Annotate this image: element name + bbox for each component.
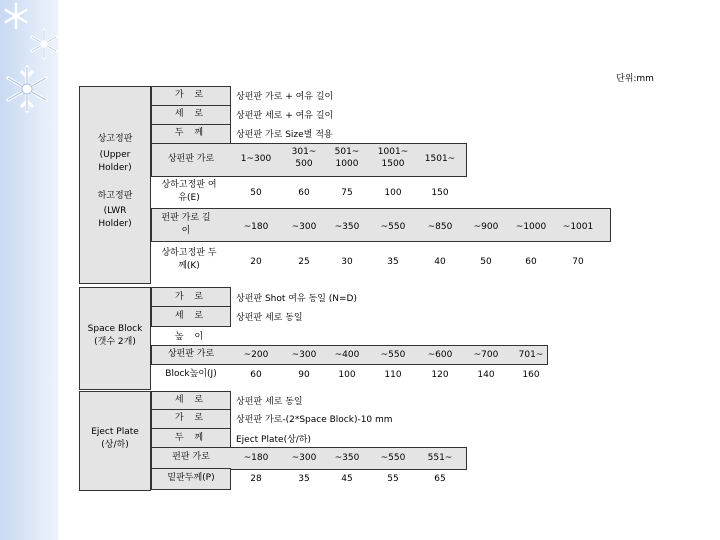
decorative-sidebar <box>0 0 58 540</box>
g1-punch-width-label: 상펀판 가로 <box>167 154 215 164</box>
g1-holder-thickness-cell: 25 <box>298 257 310 267</box>
g1-punch-width2-cell: ~850 <box>427 222 453 232</box>
eject-plate-label: Eject Plate (상/하) <box>91 427 139 450</box>
g1-margin-cell: 75 <box>341 188 353 198</box>
g2-block-height-cell: 140 <box>477 370 495 380</box>
upper-holder-en-label: (Upper Holder) <box>98 150 132 173</box>
g2-punch-width-cell: ~300 <box>291 350 317 360</box>
g3-punch-width-cell: ~180 <box>243 453 269 463</box>
g2-height-label: 높 이 <box>174 332 208 342</box>
g1-punch-width-cell: 301~ 500 <box>291 147 317 169</box>
lower-holder-label: 하고정판 <box>97 191 133 201</box>
snowflake-icon <box>2 2 30 30</box>
g2-block-height-label: Block높이(J) <box>165 369 217 379</box>
g3-punch-width-cell: 551~ <box>427 453 453 463</box>
g1-holder-thickness-cell: 35 <box>387 257 399 267</box>
g1-margin-cell: 60 <box>298 188 310 198</box>
g1-length-desc: 상펀판 세로 + 여유 길이 <box>236 111 334 121</box>
g3-bottom-thickness-label: 밑판두께(P) <box>167 473 215 483</box>
g1-thickness-label: 두 께 <box>174 128 208 138</box>
g2-punch-width-label: 상펀판 가로 <box>167 349 215 359</box>
g2-punch-width-cell: ~700 <box>473 350 499 360</box>
g3-bottom-thickness-cell: 28 <box>250 474 262 484</box>
g3-width-desc: 상펀판 가로-(2*Space Block)-10 mm <box>236 415 393 425</box>
g1-punch-width2-cell: ~1000 <box>515 222 547 232</box>
g1-punch-width-cell: 1001~ 1500 <box>377 147 409 169</box>
g1-punch-width2-cell: ~180 <box>243 222 269 232</box>
g3-punch-width-cell: ~350 <box>334 453 360 463</box>
g2-block-height-cell: 110 <box>384 370 402 380</box>
g1-punch-width-cell: 1501~ <box>424 154 456 164</box>
g1-holder-thickness-cell: 30 <box>341 257 353 267</box>
g1-margin-label: 상하고정판 여유(E) <box>161 180 217 203</box>
g2-length-desc: 상펀판 세로 동일 <box>236 313 303 323</box>
g1-punch-width2-cell: ~900 <box>473 222 499 232</box>
g3-punch-width-label: 펀판 가로 <box>172 452 210 462</box>
g1-punch-width2-cell: ~300 <box>291 222 317 232</box>
space-block-label: Space Block (갯수 2개) <box>87 324 143 347</box>
g1-margin-cell: 50 <box>250 188 262 198</box>
g1-holder-thickness-cell: 60 <box>525 257 537 267</box>
g2-punch-width-cell: ~550 <box>380 350 406 360</box>
snowflake-icon <box>2 64 52 114</box>
g1-holder-thickness-cell: 40 <box>434 257 446 267</box>
g1-holder-thickness-cell: 70 <box>572 257 584 267</box>
g2-block-height-cell: 160 <box>522 370 540 380</box>
g1-thickness-desc: 상펀판 가로 Size별 적용 <box>236 130 333 140</box>
g1-width-label: 가 로 <box>174 90 208 100</box>
g1-punch-width2-cell: ~350 <box>334 222 360 232</box>
g1-punch-width2-label: 펀판 가로 길이 <box>161 213 211 236</box>
g2-punch-width-cell: ~200 <box>243 350 269 360</box>
g3-punch-width-cell: ~300 <box>291 453 317 463</box>
g2-block-height-cell: 100 <box>338 370 356 380</box>
snowflake-icon <box>28 28 60 60</box>
g3-bottom-thickness-cell: 35 <box>298 474 310 484</box>
g3-thickness-desc: Eject Plate(상/하) <box>236 435 312 445</box>
g2-width-desc: 상펀판 Shot 여유 동일 (N=D) <box>236 294 357 304</box>
g1-punch-width2-cell: ~550 <box>380 222 406 232</box>
g2-block-height-cell: 60 <box>250 370 262 380</box>
g3-length-label: 세 로 <box>174 395 208 405</box>
g2-block-height-cell: 90 <box>298 370 310 380</box>
unit-label: 단위:mm <box>616 74 654 84</box>
g1-punch-width-cell: 501~ 1000 <box>334 147 360 169</box>
group1-label-box <box>79 86 151 284</box>
g3-bottom-thickness-cell: 65 <box>434 474 446 484</box>
upper-holder-label: 상고정판 <box>97 134 133 144</box>
g2-punch-width-cell: 701~ <box>518 350 544 360</box>
lower-holder-en-label: (LWR Holder) <box>98 206 132 229</box>
g3-bottom-thickness-cell: 55 <box>387 474 399 484</box>
g3-width-label: 가 로 <box>174 413 208 423</box>
g2-punch-width-cell: ~600 <box>427 350 453 360</box>
g2-block-height-cell: 120 <box>431 370 449 380</box>
g3-bottom-thickness-cell: 45 <box>341 474 353 484</box>
g1-margin-cell: 150 <box>431 188 449 198</box>
g2-length-label: 세 로 <box>174 311 208 321</box>
g3-punch-width-cell: ~550 <box>380 453 406 463</box>
g1-punch-width2-cell: ~1001 <box>562 222 594 232</box>
g2-width-label: 가 로 <box>174 292 208 302</box>
g1-holder-thickness-cell: 50 <box>480 257 492 267</box>
g1-punch-width-cell: 1~300 <box>240 154 272 164</box>
g2-punch-width-cell: ~400 <box>334 350 360 360</box>
g1-width-desc: 상펀판 가로 + 여유 길이 <box>236 92 334 102</box>
g1-margin-cell: 100 <box>384 188 402 198</box>
g3-length-desc: 상펀판 세로 동일 <box>236 397 303 407</box>
g1-holder-thickness-label: 상하고정판 두께(K) <box>161 248 217 271</box>
g3-thickness-label: 두 께 <box>174 433 208 443</box>
g1-length-label: 세 로 <box>174 109 208 119</box>
g1-holder-thickness-cell: 20 <box>250 257 262 267</box>
